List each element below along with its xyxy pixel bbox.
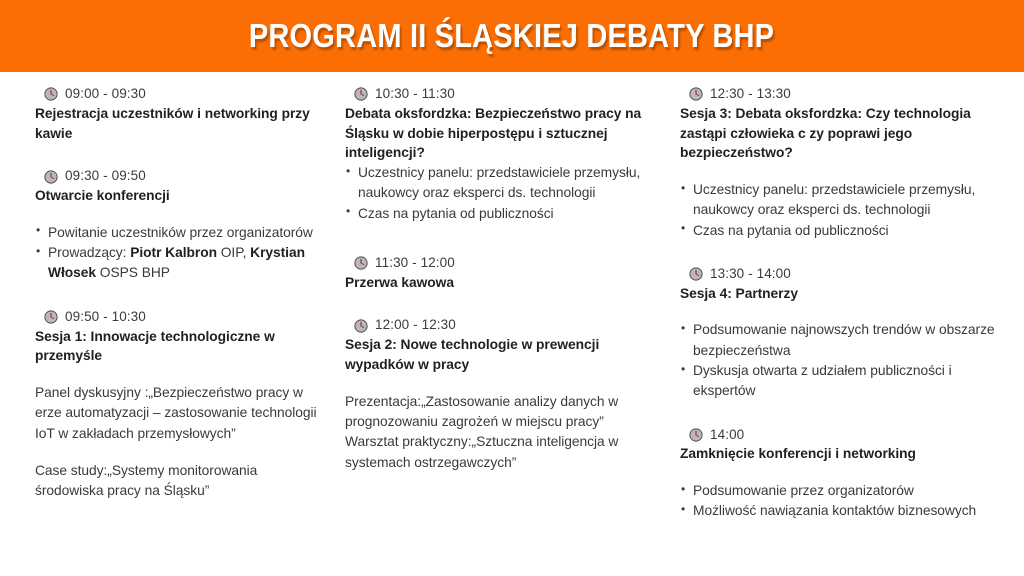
session-bullet-list (345, 163, 658, 224)
bullet-text: Czas na pytania od publiczności (358, 205, 554, 221)
session-paragraph: Panel dyskusyjny :„Bezpieczeństwo pracy w erze automatyzacji – zastosowanie technologii IoT w zakładach przemysłowych” (35, 385, 317, 441)
session-paragraph: Warsztat praktyczny:„Sztuczna inteligencja w systemach ostrzegawczych” (345, 434, 619, 470)
session-title: Sesja 2: Nowe technologie w prewencji wypadków w pracy (345, 337, 600, 373)
session-time: 13:30 - 14:00 (710, 265, 791, 281)
program-columns (0, 72, 1024, 576)
list-item (35, 243, 328, 284)
clock-icon (354, 256, 368, 270)
list-item (345, 163, 658, 204)
session-title: Przerwa kawowa (345, 274, 454, 290)
session-title: Zamknięcie konferencji i networking (680, 446, 916, 462)
session-time-row (44, 168, 328, 185)
spacer (680, 241, 1014, 266)
list-item (680, 320, 1014, 361)
page-title: PROGRAM II ŚLĄSKIEJ DEBATY BHP (249, 17, 775, 54)
clock-icon (44, 170, 58, 184)
clock-icon (689, 87, 703, 101)
session-time: 09:50 - 10:30 (65, 308, 146, 324)
list-item (680, 221, 1014, 241)
session-time: 10:30 - 11:30 (375, 86, 455, 101)
program-column-2 (340, 86, 670, 576)
spacer (345, 224, 658, 255)
session-time-row (689, 86, 1014, 103)
header-banner (0, 0, 1024, 72)
bullet-text: Prowadzący: (48, 245, 131, 261)
list-item (345, 204, 658, 224)
session-bullet-list (680, 320, 1014, 401)
session-time: 12:30 - 13:30 (710, 86, 791, 101)
session-time: 09:00 - 09:30 (65, 86, 146, 101)
spacer (345, 292, 658, 317)
speaker-org: OIP, (216, 245, 251, 261)
session-block (345, 255, 658, 293)
session-block (35, 168, 328, 283)
program-column-1 (0, 86, 340, 576)
session-time: 09:30 - 09:50 (65, 168, 146, 184)
spacer (35, 444, 328, 461)
session-time-row (689, 427, 1014, 444)
session-time-row (44, 86, 328, 103)
clock-icon (354, 87, 368, 101)
session-time-row (689, 266, 1014, 283)
spacer (35, 143, 328, 168)
clock-icon (689, 428, 703, 442)
spacer (680, 402, 1014, 427)
spacer (345, 375, 658, 392)
session-time-row (354, 86, 658, 103)
spacer (680, 163, 1014, 180)
spacer (35, 284, 328, 309)
session-bullet-list (35, 223, 328, 284)
session-time: 11:30 - 12:00 (375, 254, 455, 270)
session-title: Rejestracja uczestników i networking przy kawie (35, 105, 310, 141)
session-title: Otwarcie konferencji (35, 188, 170, 204)
program-column-3 (670, 86, 1024, 576)
bullet-text: Dyskusja otwarta z udziałem publiczności i ekspertów (693, 363, 952, 399)
list-item (680, 180, 1014, 221)
session-block (680, 266, 1014, 402)
speaker-name: Piotr Kalbron (130, 245, 217, 261)
session-paragraph: Prezentacja:„Zastosowanie analizy danych w prognozowaniu zagrożeń w miejscu pracy” (345, 393, 619, 430)
bullet-text: Powitanie uczestników przez organizatorów (48, 224, 313, 240)
session-title: Sesja 1: Innowacje technologiczne w przemyśle (35, 328, 275, 364)
list-item (680, 501, 1014, 521)
bullet-text: Uczestnicy panelu: przedstawiciele przemysłu, naukowcy oraz eksperci ds. technologii (358, 165, 641, 201)
session-paragraph: Case study:„Systemy monitorowania środowiska pracy na Śląsku” (35, 462, 258, 499)
spacer (680, 464, 1014, 481)
list-item (680, 481, 1014, 501)
session-bullet-list (680, 180, 1014, 241)
bullet-text: Uczestnicy panelu: przedstawiciele przemysłu, naukowcy oraz eksperci ds. technologii (693, 182, 976, 218)
session-time-row (354, 255, 658, 272)
clock-icon (44, 87, 58, 101)
clock-icon (689, 267, 703, 281)
bullet-text: Podsumowanie najnowszych trendów w obszarze bezpieczeństwa (693, 322, 995, 358)
speaker-name: Krystian Włosek (48, 245, 305, 281)
session-block (345, 317, 658, 472)
session-title: Debata oksfordzka: Bezpieczeństwo pracy na Śląsku w dobie hiperpostępu i sztucznej inteligencji? (345, 105, 642, 161)
speaker-org: OSPS BHP (96, 265, 170, 281)
session-time: 12:00 - 12:30 (375, 317, 456, 333)
spacer (35, 366, 328, 383)
clock-icon (44, 310, 58, 324)
bullet-text: Podsumowanie przez organizatorów (693, 483, 914, 499)
spacer (35, 206, 328, 223)
session-bullet-list (680, 481, 1014, 522)
session-block (35, 86, 328, 143)
bullet-text: Możliwość nawiązania kontaktów biznesowych (693, 503, 977, 519)
list-item (35, 223, 328, 243)
clock-icon (354, 319, 368, 333)
session-block (680, 427, 1014, 522)
session-block (345, 86, 658, 224)
session-time: 14:00 (710, 426, 745, 442)
session-time-row (354, 317, 658, 334)
session-title: Sesja 3: Debata oksfordzka: Czy technologia zastąpi człowieka c zy poprawi jego bezpieczeństwo? (680, 105, 971, 161)
bullet-text: Czas na pytania od publiczności (693, 222, 889, 238)
spacer (680, 303, 1014, 320)
session-block (35, 309, 328, 502)
session-block (680, 86, 1014, 241)
list-item (680, 361, 1014, 402)
session-time-row (44, 309, 328, 326)
session-title: Sesja 4: Partnerzy (680, 285, 798, 301)
